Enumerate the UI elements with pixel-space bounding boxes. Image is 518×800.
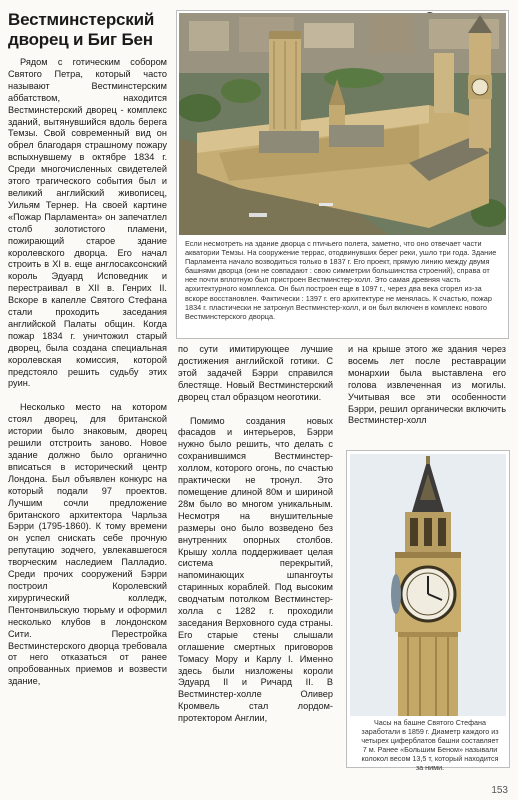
big-ben-caption: Часы на башне Святого Стефана заработали в 1859 г. Диаметр каждого из четырех циферблатов башни составляет 7 м. Ранее «Большим Беном» называли колокол весом 13,5 т, который находится за ними. [361, 718, 499, 772]
paragraph: Помимо создания новых фасадов и интерьеров, Бэрри нужно было решить, что делать с сохранившимся Вестминстер-холлом, которого огонь, по счастью практически не тронул. Это помещение длиной 80м и шириной 28м было во многом уникальным. Несмотря на внушительные размеры оно было возведено без внутренних опорных столбов. Крышу холла поддерживает целая система перекрытий, напоминающих шпангоуты старинных кораблей. Под высоким сводчатым потолком Вестминстер-холла с 1282 г. проходили заседания Верховного суда страны. Его старые стены слышали оглашение смертных приговоров Томасу Мору и Карлу I. Именно здесь были низложены короли Эдуард II и Ричард II. В Вестминстер-холле Оливер Кромвель стал лордом-протектором Англии, [178, 415, 333, 724]
paragraph: и на крыше этого же здания через восемь лет после реставрации монархии была выставлена его голова извлеченная из могилы. Учитывая все эти особенности Бэрри, решил органически включить Вестминстер-холл [348, 344, 506, 426]
palace-figure [176, 10, 509, 339]
big-ben-figure [346, 450, 510, 772]
text-column-2 [178, 344, 333, 725]
paragraph: Рядом с готическим собором Святого Петра, который часто называют Вестминстерским аббатством, находится Вестминстерский дворец - комплекс зданий, вытянувшийся вдоль берега Темзы. Свой современный вид он обрел благодаря страшному пожару вспыхнувшему в октябре 1834 г. Среди многочисленных свидетелей этого трагического события был и великий английский живописец, Уильям Тернер. На своей картине «Пожар Парламента» он запечатлел столб золотистого пламени, пожирающий старое здание королевского дворца. Его начал строить в XI в. еще англосаксонский король Эдуард Исповедник и перестраивал в XII в. Генрих II. Вскоре в капелле Святого Стефана стали проходить заседания английской Палаты общин. Когда пожар 1834 г. уничтожил старый дворец, была создана специальная королевская комиссия, которой предстояло решить судьбу этих руин. [8, 57, 167, 389]
paragraph: по сути имитирующее лучшие достижения английской готики. С этой задачей Бэрри справился блестяще. Новый Вестминстерский дворец стал образцом неоготики. [178, 344, 333, 402]
page-title: Вестминстерский дворец и Биг Бен [8, 10, 155, 49]
westminster-palace-photo [179, 13, 506, 235]
big-ben-clock-tower-photo [350, 454, 506, 716]
text-column-1 [8, 57, 167, 688]
paragraph: Несколько место на котором стоял дворец, для британской истории было знаковым, дворец решили отстроить заново. Новое здание должно было органично вписаться в исторический центр Лондона. Был объявлен конкурс на который подали 97 проектов. Лучшим сочли предложение британского архитектора Чарльза Бэрри (1795-1860). К тому времени он успел снискать себе прочную репутацию зодчего, увлекавшегося творческим наследием Палладио. Среди прочих сооружений Бэрри построил Королевский хирургический колледж, Пентонвильскую тюрьму и оформил несколько клубов в лондонском Сити. Перестройка Вестминстерского дворца требовала от него отказаться от ранее опробованных приемов и возвести здание, [8, 402, 167, 687]
text-column-3 [348, 344, 506, 427]
page-number: 153 [491, 785, 508, 796]
palace-caption: Если несмотреть на здание дворца с птичьего полета, заметно, что оно отвечает части акватории Темзы. На сооружение террас, отодвинувших берег реки, ушло три года. Здание Парламента начало возводиться только в 1837 г. Его проект, прямую линию между двумя башнями дворца (они не совпадают : свою симметрии большинства строений), справа от нее почти вплотную был пристроен Вестминстер-холл. Это самая древняя часть архитектурного комплекса. Он был построен еще в 1097 г., через два века сгорел из-за вскоре восстановлен. Фактически : 1397 г. его архитектуре не менялась. К счастью, пожар 1834 г. пластически не затронул Вестминстер-холл, и он был включен в комплекс нового Вестминстерского дворца. [185, 239, 497, 321]
